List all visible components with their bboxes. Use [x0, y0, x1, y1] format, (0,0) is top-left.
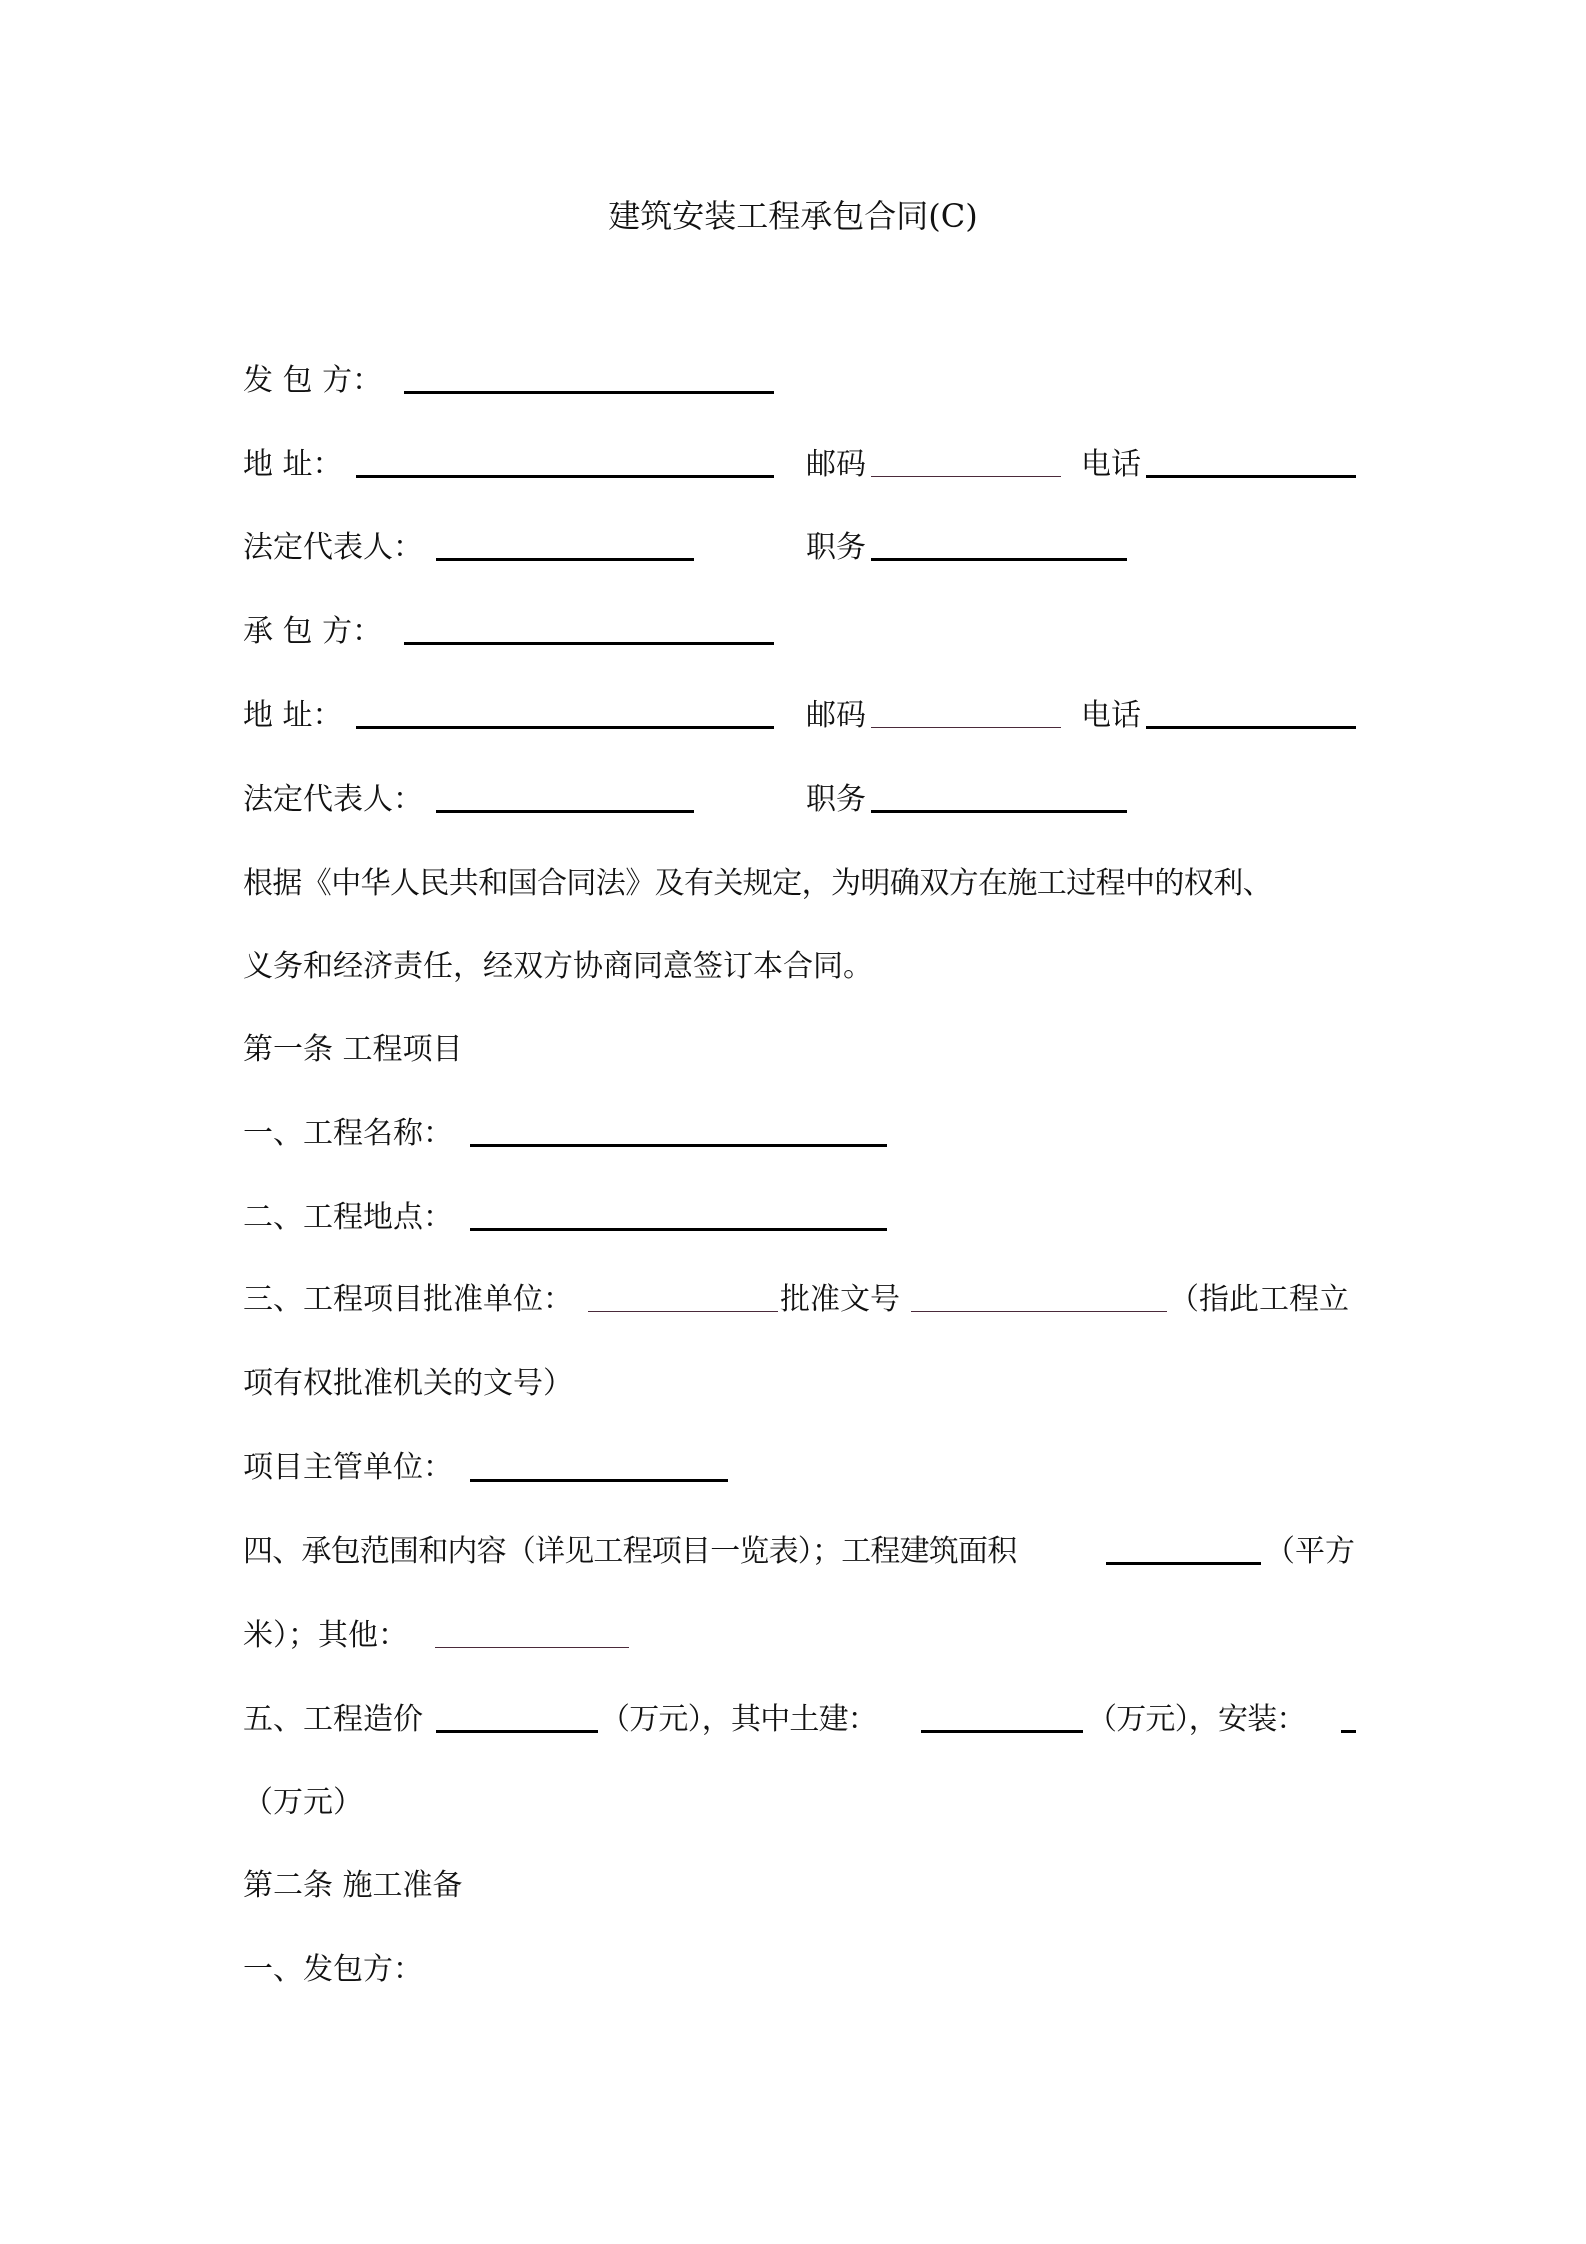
- supervisor-field[interactable]: [470, 1479, 728, 1482]
- party-a-position-label: 职务: [806, 530, 866, 565]
- cost-unit-install-label: （万元），安装：: [1087, 1702, 1306, 1737]
- article-1-heading: 第一条 工程项目: [243, 1032, 463, 1067]
- party-a-phone-field[interactable]: [1146, 475, 1356, 478]
- party-b-rep-field[interactable]: [436, 810, 694, 813]
- approval-doc-label: 批准文号: [780, 1282, 900, 1317]
- cost-unit-civil-label: （万元），其中土建：: [600, 1702, 877, 1737]
- document-title: 建筑安装工程承包合同(C): [608, 197, 978, 235]
- party-b-postcode-field[interactable]: [871, 727, 1061, 728]
- party-a-postcode-label: 邮码: [806, 447, 866, 482]
- project-location-label: 二、工程地点：: [243, 1200, 453, 1235]
- project-name-field[interactable]: [470, 1144, 887, 1147]
- scope-line-a: 四、承包范围和内容（详见工程项目一览表）；工程建筑面积: [243, 1534, 1017, 1569]
- party-a-postcode-field[interactable]: [871, 476, 1061, 477]
- area-unit-a: （平方: [1265, 1534, 1355, 1569]
- preamble-line-1: 根据《中华人民共和国合同法》及有关规定，为明确双方在施工过程中的权利、: [243, 866, 1272, 901]
- approval-note-a: （指此工程立: [1169, 1282, 1349, 1317]
- scope-line-b: 米）；其他：: [243, 1618, 408, 1653]
- party-b-address-field[interactable]: [356, 726, 774, 729]
- building-area-field[interactable]: [1106, 1562, 1261, 1565]
- other-field[interactable]: [435, 1647, 629, 1648]
- article-2-item-1-label: 一、发包方：: [243, 1952, 423, 1987]
- party-b-position-field[interactable]: [871, 810, 1127, 813]
- approval-note-b: 项有权批准机关的文号）: [243, 1366, 573, 1401]
- approval-doc-field[interactable]: [911, 1311, 1167, 1312]
- party-b-address-label: 地 址：: [243, 698, 343, 733]
- cost-label: 五、工程造价: [243, 1702, 423, 1737]
- approval-unit-label: 三、工程项目批准单位：: [243, 1282, 573, 1317]
- party-b-phone-field[interactable]: [1146, 726, 1356, 729]
- party-b-field[interactable]: [404, 642, 774, 645]
- party-b-rep-label: 法定代表人：: [243, 782, 423, 817]
- party-a-address-field[interactable]: [356, 475, 774, 478]
- party-a-rep-label: 法定代表人：: [243, 530, 423, 565]
- party-b-postcode-label: 邮码: [806, 698, 866, 733]
- preamble-line-2: 义务和经济责任，经双方协商同意签订本合同。: [243, 949, 873, 984]
- party-a-position-field[interactable]: [871, 558, 1127, 561]
- party-a-phone-label: 电话: [1081, 447, 1141, 482]
- approval-unit-field[interactable]: [588, 1311, 778, 1312]
- supervisor-label: 项目主管单位：: [243, 1450, 453, 1485]
- project-location-field[interactable]: [470, 1228, 887, 1231]
- install-cost-unit: （万元）: [243, 1785, 363, 1820]
- party-b-label: 承 包 方：: [243, 614, 383, 649]
- project-name-label: 一、工程名称：: [243, 1116, 453, 1151]
- party-a-field[interactable]: [404, 391, 774, 394]
- civil-cost-field[interactable]: [921, 1730, 1083, 1733]
- party-a-rep-field[interactable]: [436, 558, 694, 561]
- party-a-label: 发 包 方：: [243, 363, 383, 398]
- party-b-phone-label: 电话: [1081, 698, 1141, 733]
- party-a-address-label: 地 址：: [243, 447, 343, 482]
- party-b-position-label: 职务: [806, 782, 866, 817]
- install-cost-field[interactable]: [1341, 1730, 1356, 1733]
- total-cost-field[interactable]: [436, 1730, 598, 1733]
- article-2-heading: 第二条 施工准备: [243, 1868, 463, 1903]
